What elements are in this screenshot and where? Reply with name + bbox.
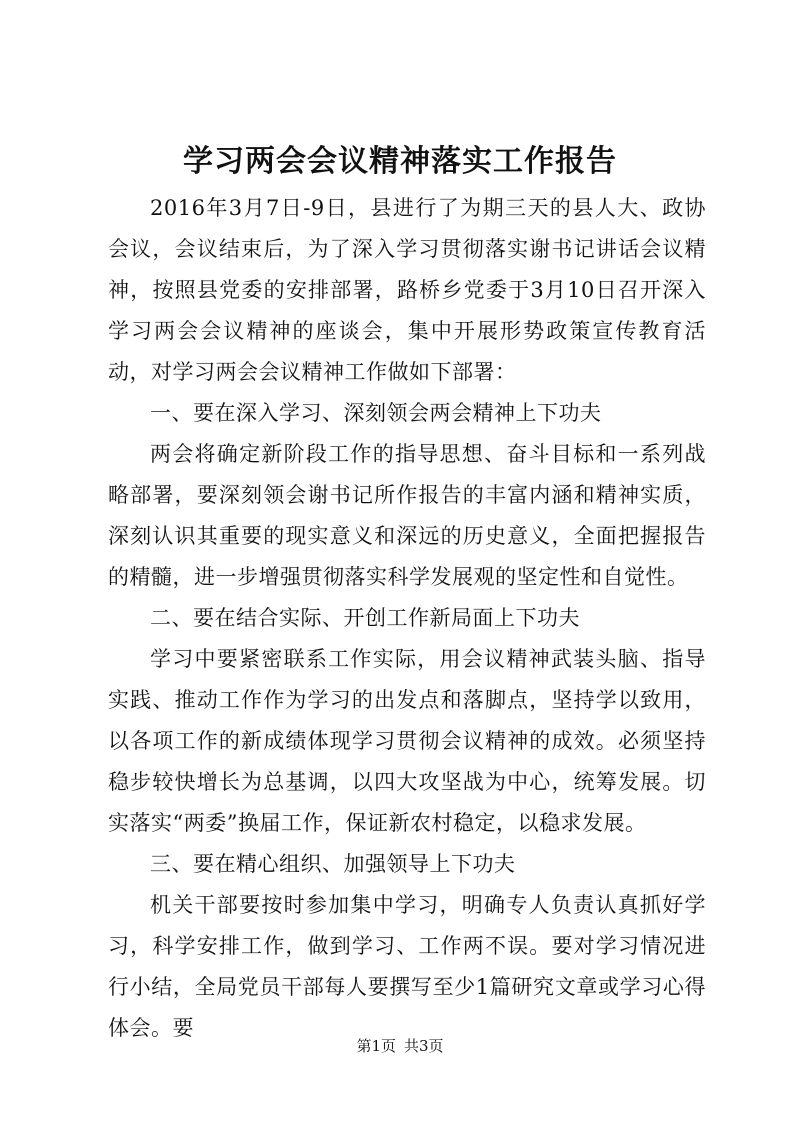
section-heading-2: 二、要在结合实际、开创工作新局面上下功夫 <box>150 606 580 630</box>
document-title: 学习两会会议精神落实工作报告 <box>183 144 617 179</box>
section-paragraph-3: 机关干部要按时参加集中学习，明确专人负责认真抓好学习，科学安排工作，做到学习、工作两不误。要对学习情况进行小结，全局党员干部每人要撰写至少1篇研究文章或学习心得体会。要 <box>108 893 706 1040</box>
section-paragraph-2: 学习中要紧密联系工作实际，用会议精神武装头脑、指导实践、推动工作作为学习的出发点和落脚点，坚持学以致用，以各项工作的新成绩体现学习贯彻会议精神的成效。必须坚持稳步较快增长为总基调，以四大攻坚战为中心，统筹发展。切实落实“两委”换届工作，保证新农村稳定，以稳求发展。 <box>108 647 706 835</box>
section-heading-3: 三、要在精心组织、加强领导上下功夫 <box>150 852 516 876</box>
document-body <box>108 188 706 1049</box>
section-heading-1: 一、要在深入学习、深刻领会两会精神上下功夫 <box>150 401 602 425</box>
page-number-total: 共3页 <box>404 1037 444 1055</box>
intro-paragraph: 2016年3月7日-9日，县进行了为期三天的县人大、政协会议，会议结束后，为了深入学习贯彻落实谢书记讲话会议精神，按照县党委的安排部署，路桥乡党委于3月10日召开深入学习两会会议精神的座谈会，集中开展形势政策宣传教育活动，对学习两会会议精神工作做如下部署： <box>108 196 706 384</box>
section-paragraph-1: 两会将确定新阶段工作的指导思想、奋斗目标和一系列战略部署，要深刻领会谢书记所作报告的丰富内涵和精神实质，深刻认识其重要的现实意义和深远的历史意义，全面把握报告的精髓，进一步增强贯彻落实科学发展观的坚定性和自觉性。 <box>108 442 706 589</box>
page-number-current: 第1页 <box>356 1037 396 1055</box>
page-footer <box>0 1036 800 1056</box>
